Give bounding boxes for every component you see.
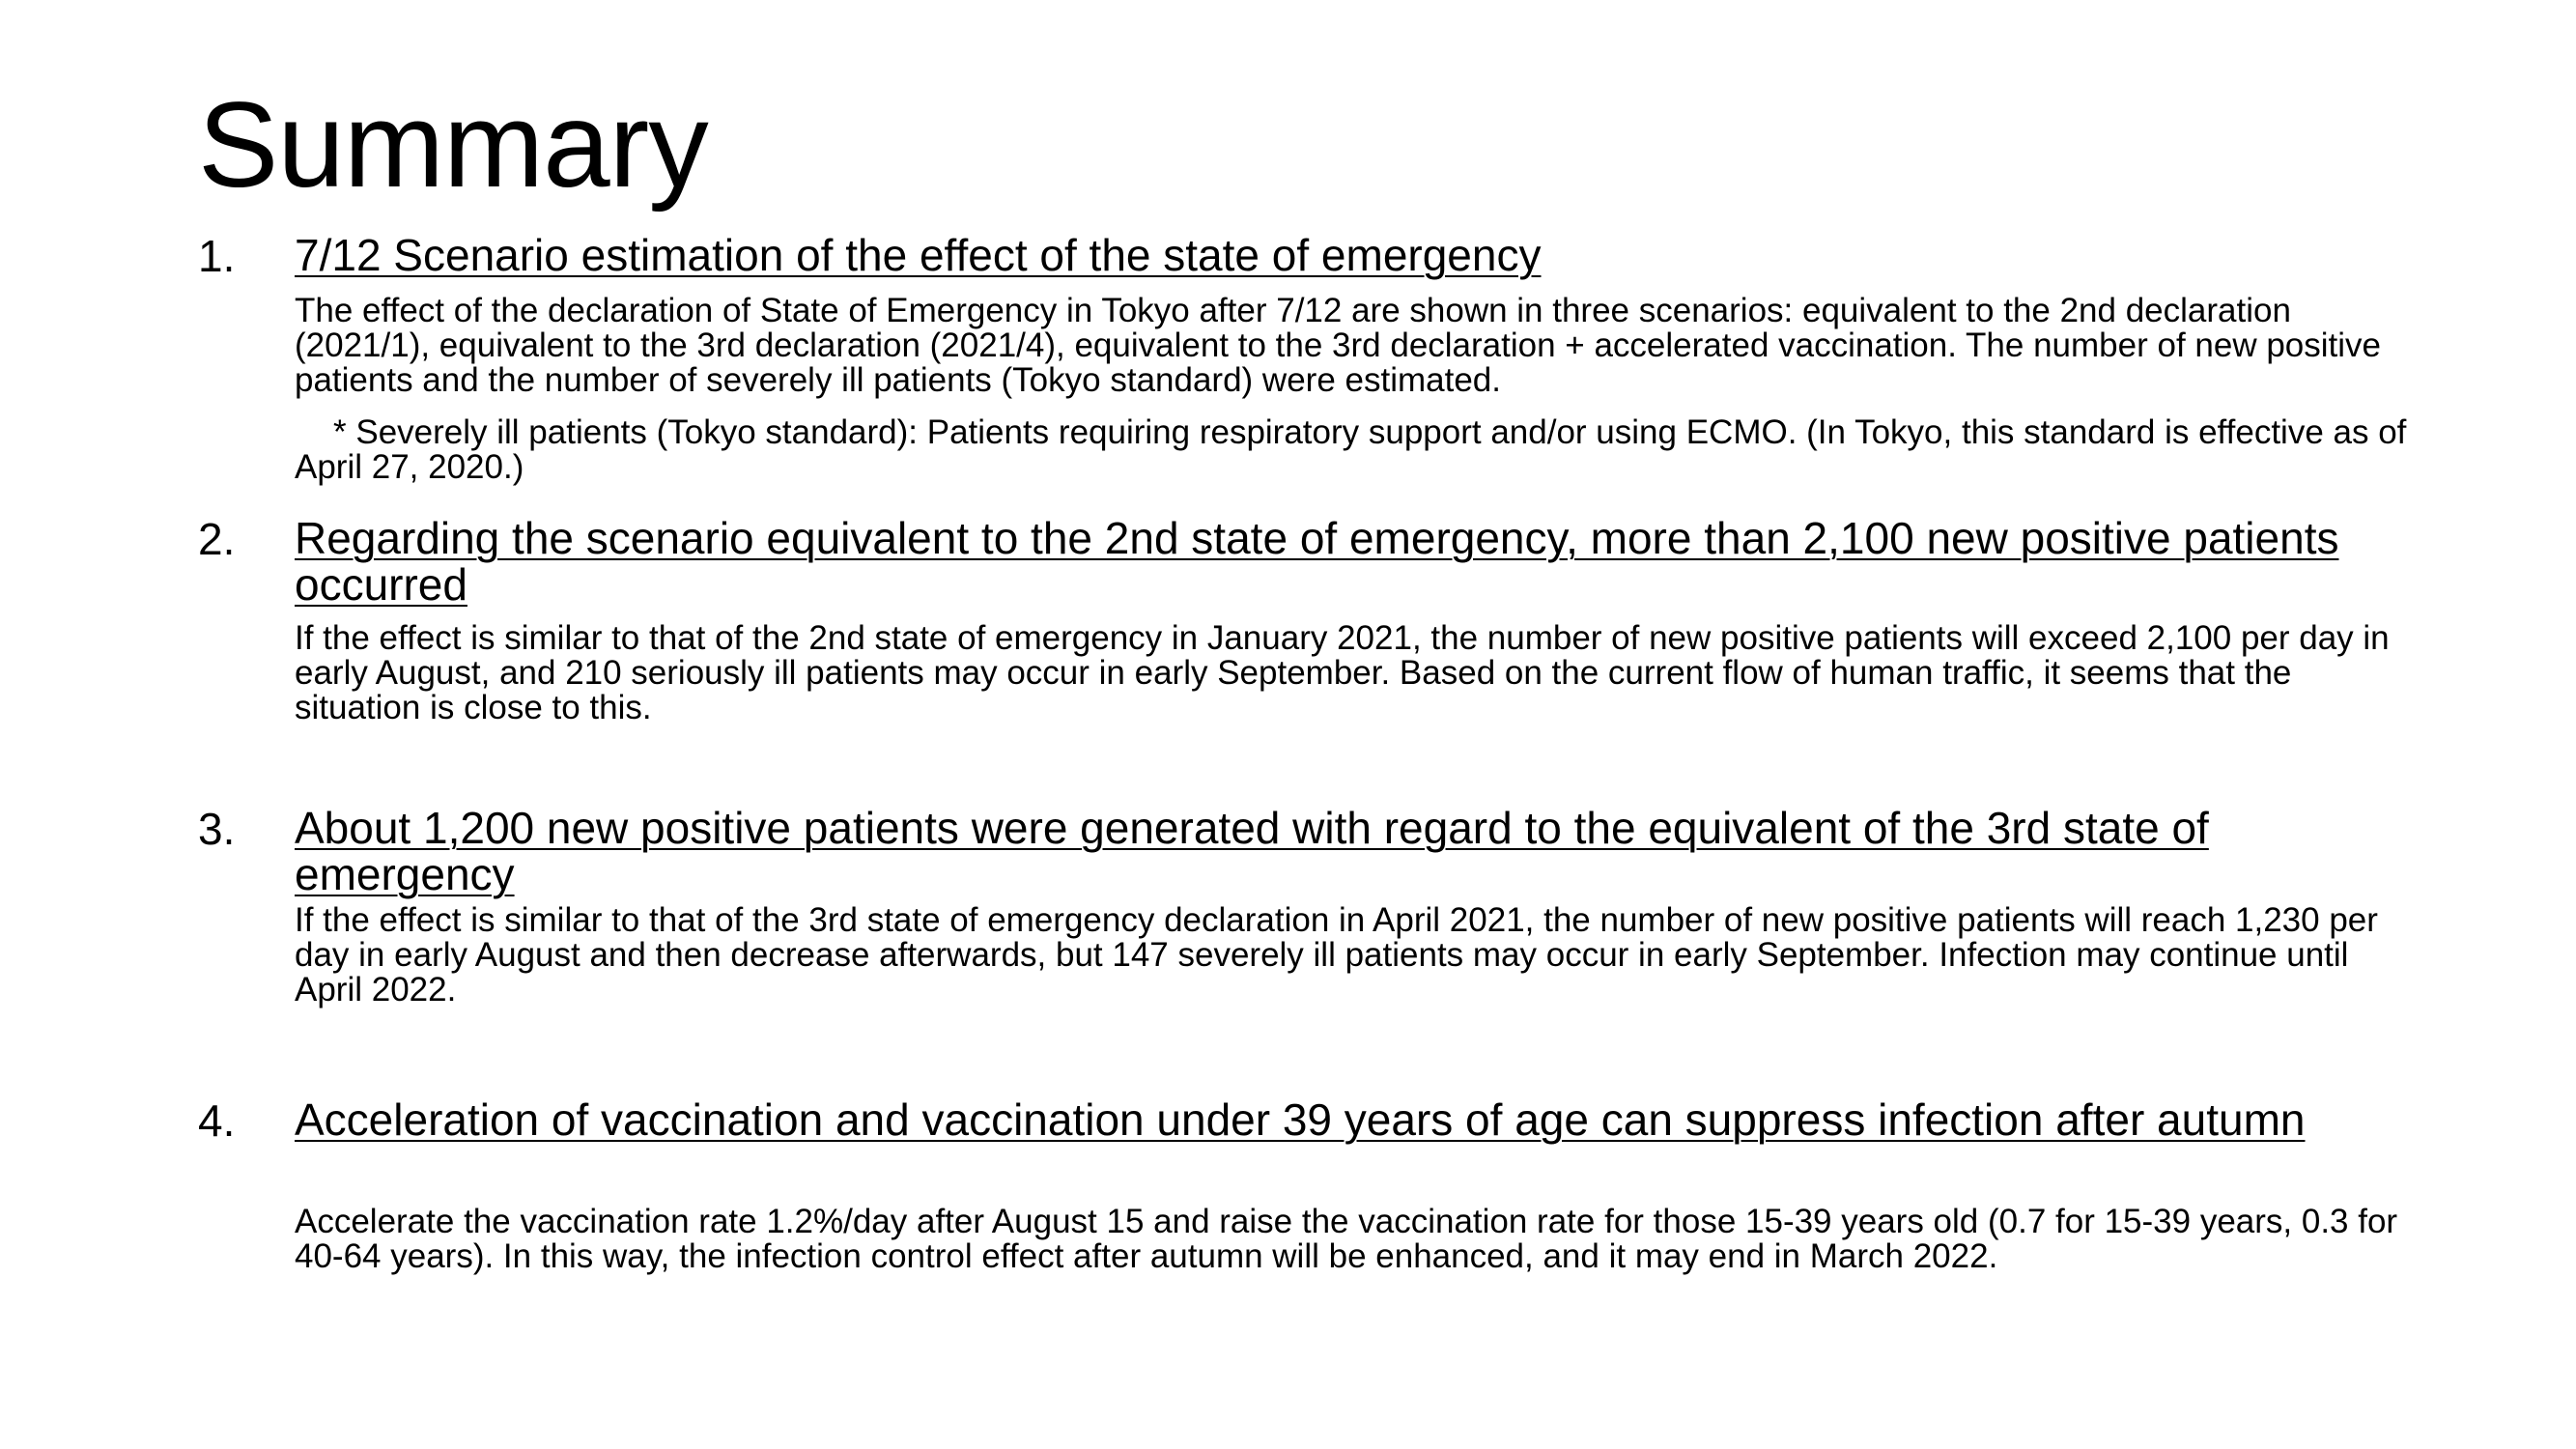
item-heading: 7/12 Scenario estimation of the effect of the state of emergency	[295, 230, 1542, 280]
item-number: 4.	[198, 1095, 236, 1146]
item-number: 1.	[198, 231, 236, 281]
item-heading: Acceleration of vaccination and vaccination under 39 years of age can suppress infection after autumn	[295, 1094, 2306, 1145]
item-heading: Regarding the scenario equivalent to the 2nd state of emergency, more than 2,100 new positive patients occurred	[295, 513, 2339, 610]
item-body: The effect of the declaration of State of Emergency in Tokyo after 7/12 are shown in three scenarios: equivalent to the 2nd declaration (2021/1), equivalent to the 3rd declaration (2021/4), equivalent to the 3rd declaration + accelerated vaccination. The number of new positive patients and the number of severely ill patients (Tokyo standard) were estimated.	[295, 292, 2382, 399]
item-body: Accelerate the vaccination rate 1.2%/day after August 15 and raise the vaccination rate for those 15-39 years old (0.7 for 15-39 years, 0.3 for 40-64 years). In this way, the infection control effect after autumn will be enhanced, and it may end in March 2022.	[295, 1203, 2398, 1275]
item-heading: About 1,200 new positive patients were generated with regard to the equivalent of the 3rd state of emergency	[295, 803, 2209, 899]
slide-title: Summary	[198, 78, 708, 213]
item-number: 3.	[198, 804, 236, 854]
item-number: 2.	[198, 514, 236, 564]
item-footnote: * Severely ill patients (Tokyo standard): Patients requiring respiratory support and/or using ECMO. (In Tokyo, this standard is effective as of April 27, 2020.)	[295, 413, 2407, 486]
item-body: If the effect is similar to that of the 2nd state of emergency in January 2021, the number of new positive patients will exceed 2,100 per day in early August, and 210 seriously ill patients may occur in early September. Based on the current flow of human traffic, it seems that the situation is close to this.	[295, 619, 2390, 726]
item-body: If the effect is similar to that of the 3rd state of emergency declaration in April 2021, the number of new positive patients will reach 1,230 per day in early August and then decrease afterwards, but 147 severely ill patients may occur in early September. Infection may continue until April 2022.	[295, 901, 2378, 1009]
